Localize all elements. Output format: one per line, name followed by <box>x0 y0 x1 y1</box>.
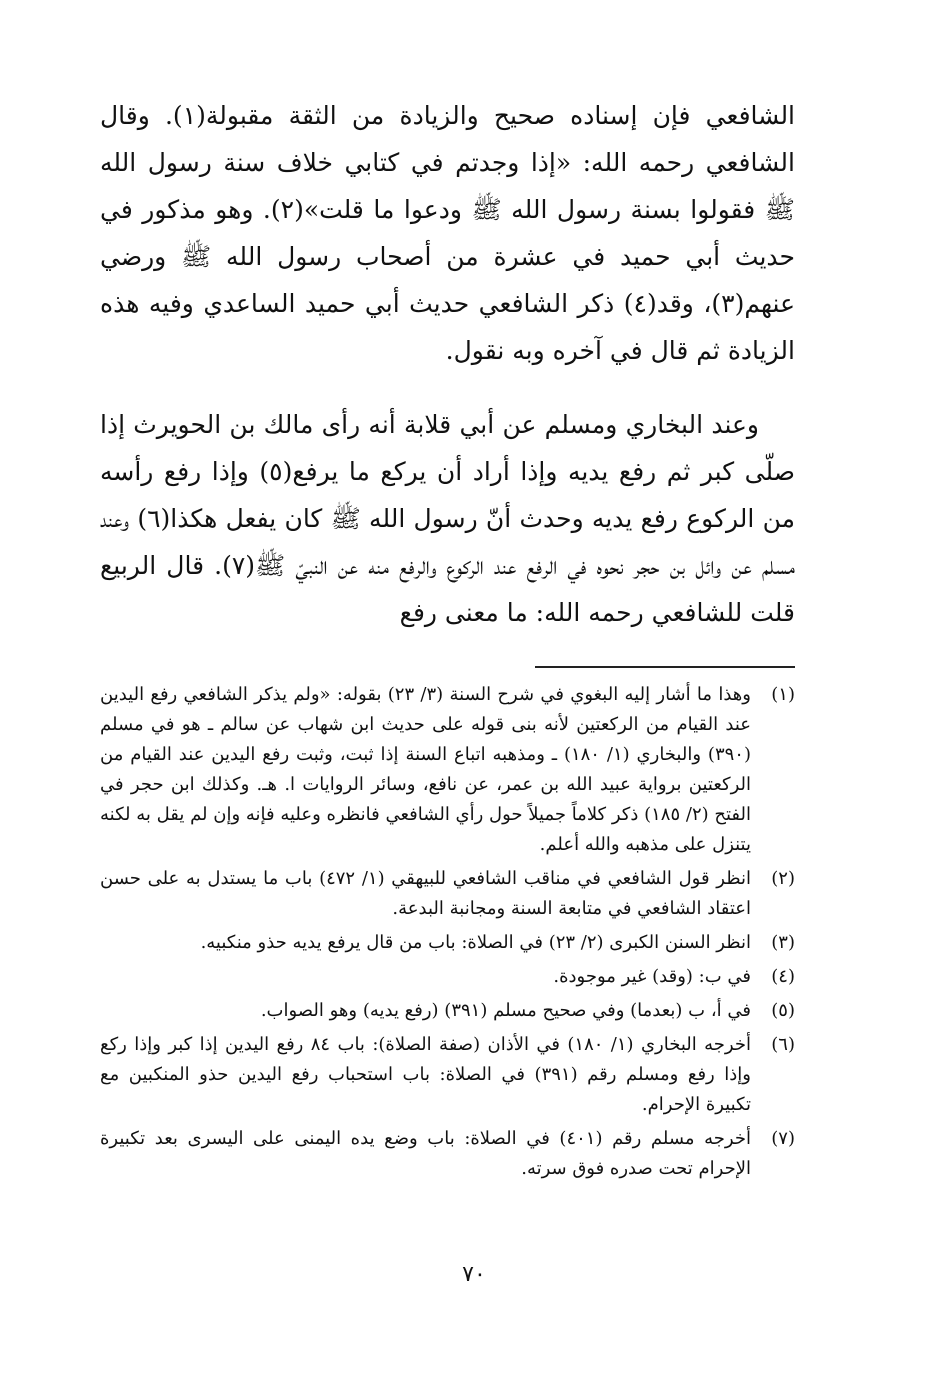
page-content <box>100 92 795 1188</box>
footnote-text: في ب: (وقد) غير موجودة. <box>553 966 751 987</box>
footnote-text: انظر السنن الكبرى (٢/ ٢٣) في الصلاة: باب من قال يرفع يديه حذو منكبيه. <box>200 932 751 953</box>
footnote-number: (٤) <box>771 966 795 987</box>
footnote-number: (٦) <box>771 1034 795 1055</box>
footnote-number: (١) <box>771 684 795 705</box>
paragraph-1: الشافعي فإن إسناده صحيح والزيادة من الثقة مقبولة(١). وقال الشافعي رحمه الله: «إذا وجدتم في كتابي خلاف سنة رسول الله ﷺ فقولوا بسنة رسول الله ﷺ ودعوا ما قلت»(٢). وهو مذكور في حديث أبي حميد في عشرة من أصحاب رسول الله ﷺ ورضي عنهم(٣)، وقد(٤) ذكر الشافعي حديث أبي حميد الساعدي وفيه هذه الزيادة ثم قال في آخره وبه نقول. <box>100 101 796 365</box>
footnote-number: (٢) <box>771 868 795 889</box>
footnote-text: في أ، ب (بعدما) وفي صحيح مسلم (٣٩١) (رفع يديه) وهو الصواب. <box>260 1000 751 1021</box>
footnote-2 <box>100 864 795 924</box>
footnote-1 <box>100 680 795 860</box>
footnote-text: وهذا ما أشار إليه البغوي في شرح السنة (٣/ ٢٣) بقوله: «ولم يذكر الشافعي رفع اليدين عند القيام من الركعتين لأنه بنى قوله على حديث ابن شهاب عن سالم ـ هو في مسلم (٣٩٠) والبخاري (١/ ١٨٠) ـ ومذهبه اتباع السنة إذا ثبت، وثبت رفع اليدين عند القيام من الركعتين برواية عبيد الله بن عمر، عن نافع، وسائر الروايات ا. هـ. وكذلك ابن حجر في الفتح (٢/ ١٨٥) ذكر كلاماً جميلاً حول رأي الشافعي فانظره وعليه فإنه وإن لم يقل به لكنه يتنزل على مذهبه والله أعلم. <box>99 684 751 855</box>
footnote-text: أخرجه مسلم رقم (٤٠١) في الصلاة: باب وضع يده اليمنى على اليسرى بعد تكبيرة الإحرام تحت صدره فوق سرته. <box>100 1128 751 1179</box>
footnote-number: (٣) <box>771 932 795 953</box>
footnote-4 <box>100 962 795 992</box>
footnote-text: أخرجه البخاري (١/ ١٨٠) في الأذان (صفة الصلاة): باب ٨٤ رفع اليدين إذا كبر وإذا ركع وإذا رفع ومسلم رقم (٣٩١) في الصلاة: باب استحباب رفع اليدين حذو المنكبين مع تكبيرة الإحرام. <box>100 1034 751 1115</box>
footnote-separator <box>535 666 795 668</box>
footnote-6 <box>100 1030 795 1120</box>
page-number: ٧٠ <box>462 1262 486 1287</box>
footnote-number: (٧) <box>771 1128 795 1149</box>
paragraph-2: وعند البخاري ومسلم عن أبي قلابة أنه رأى مالك بن الحويرث إذا صلّى كبر ثم رفع يديه وإذا أراد أن يركع ما يرفع(٥) وإذا رفع رأسه من الركوع رفع يديه وحدث أنّ رسول الله ﷺ كان يفعل هكذا(٦) وعند مسلم عن وائل بن حجر نحوه في الرفع عند الركوع والرفع منه عن النبيّ ﷺ(٧). قال الربيع قلت للشافعي رحمه الله: ما معنى رفع <box>100 410 795 627</box>
footnote-3 <box>100 928 795 958</box>
footnote-5 <box>100 996 795 1026</box>
main-text <box>100 92 795 636</box>
footnote-number: (٥) <box>771 1000 795 1021</box>
footnote-7 <box>100 1124 795 1184</box>
footnotes <box>100 680 795 1184</box>
footnote-text: انظر قول الشافعي في مناقب الشافعي للبيهقي (١/ ٤٧٢) باب ما يستدل به على حسن اعتقاد الشافعي في متابعة السنة ومجانبة البدعة. <box>100 868 751 919</box>
